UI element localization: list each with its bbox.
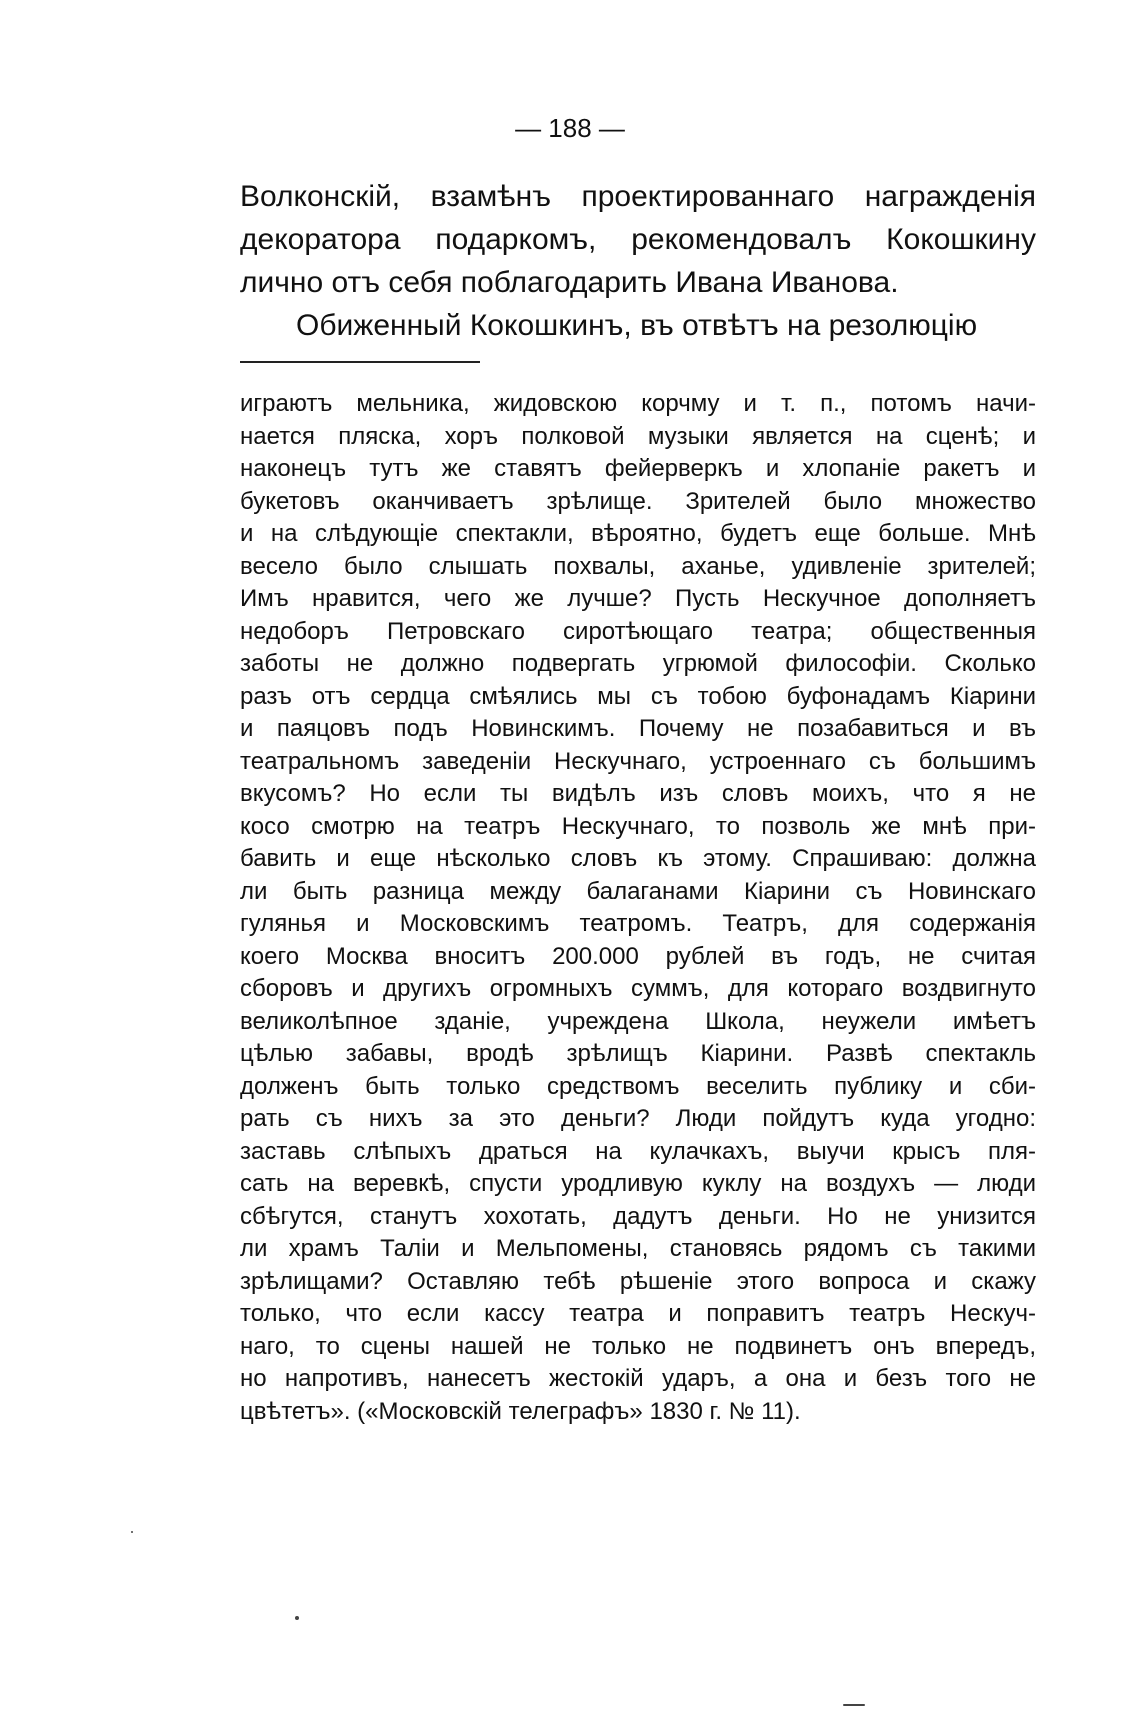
footnote-line: разъ отъ сердца смѣялись мы съ тобою буфонадамъ Кіарини — [240, 682, 1036, 710]
footnote-line: бавить и еще нѣсколько словъ къ этому. Спрашиваю: должна — [240, 845, 1036, 872]
main-text-block — [240, 175, 1036, 347]
footnote-line: играютъ мельника, жидовскою корчму и т. п., потомъ начи- — [240, 390, 1036, 417]
footnote-line: и на слѣдующіе спектакли, вѣроятно, будетъ еще больше. Мнѣ — [240, 520, 1036, 547]
footnote-line: цѣлью забавы, вродѣ зрѣлищъ Кіарини. Развѣ спектакль — [240, 1040, 1036, 1067]
main-text-line: Волконскій, взамѣнъ проектированнаго награжденія — [240, 180, 1036, 213]
main-text-line-paragraph-start: Обиженный Кокошкинъ, въ отвѣтъ на резолюцію — [296, 309, 978, 342]
footnote-line: ли храмъ Таліи и Мельпомены, становясь рядомъ съ такими — [240, 1235, 1036, 1262]
paper-speck — [843, 1704, 865, 1706]
footnote-block — [240, 388, 1036, 1428]
footnote-line: заботы не должно подвергать угрюмой философіи. Сколько — [240, 650, 1036, 677]
footnote-line: нается пляска, хоръ полковой музыки является на сценѣ; и — [240, 422, 1036, 450]
footnote-line: долженъ быть только средствомъ веселить публику и сби- — [240, 1072, 1036, 1100]
main-text-line: декоратора подаркомъ, рекомендовалъ Кокошкину — [240, 223, 1036, 256]
footnote-line: рать съ нихъ за это деньги? Люди пойдутъ куда угодно: — [240, 1105, 1036, 1132]
footnote-line: сбѣгутся, станутъ хохотать, дадутъ деньги. Но не унизится — [240, 1202, 1036, 1230]
footnote-line: вкусомъ? Но если ты видѣлъ изъ словъ моихъ, что я не — [240, 780, 1036, 807]
footnote-line: но напротивъ, нанесетъ жестокій ударъ, а она и безъ того не — [240, 1365, 1036, 1392]
footnote-line: сборовъ и другихъ огромныхъ суммъ, для котораго воздвигнуто — [240, 975, 1036, 1002]
footnote-line: зрѣлищами? Оставляю тебѣ рѣшеніе этого вопроса и скажу — [240, 1267, 1036, 1295]
footnote-line: Имъ нравится, чего же лучше? Пусть Нескучное дополняетъ — [240, 585, 1036, 612]
main-text-line: лично отъ себя поблагодарить Ивана Иванова. — [240, 266, 899, 299]
paper-speck — [295, 1616, 299, 1620]
footnote-line: заставь слѣпыхъ драться на кулачкахъ, выучи крысъ пля- — [240, 1137, 1036, 1165]
footnote-line: ли быть разница между балаганами Кіарини съ Новинскаго — [240, 877, 1036, 905]
footnote-line: сать на веревкѣ, спусти уродливую куклу на воздухъ — люди — [240, 1170, 1036, 1197]
footnote-line: гулянья и Московскимъ театромъ. Театръ, для содержанія — [240, 910, 1036, 937]
footnote-line: великолѣпное зданіе, учреждена Школа, неужели имѣетъ — [240, 1007, 1036, 1035]
footnote-line: весело было слышать похвалы, аханье, удивленіе зрителей; — [240, 552, 1036, 580]
page-number: — 188 — — [515, 113, 625, 143]
footnote-line: косо смотрю на театръ Нескучнаго, то позволь же мнѣ при- — [240, 812, 1036, 840]
footnote-line: только, что если кассу театра и поправитъ театръ Нескуч- — [240, 1300, 1036, 1327]
footnote-line: недоборъ Петровскаго сиротѣющаго театра; общественныя — [240, 617, 1036, 645]
footnote-line: и паяцовъ подъ Новинскимъ. Почему не позабавиться и въ — [240, 715, 1036, 742]
footnote-line-final: цвѣтетъ». («Московскій телеграфъ» 1830 г. № 11). — [240, 1397, 801, 1425]
footnote-separator-rule — [240, 361, 480, 363]
footnote-line: наконецъ тутъ же ставятъ фейерверкъ и хлопаніе ракетъ и — [240, 455, 1036, 482]
footnote-line: коего Москва вноситъ 200.000 рублей въ годъ, не считая — [240, 942, 1036, 970]
footnote-line: театральномъ заведеніи Нескучнаго, устроеннаго съ большимъ — [240, 747, 1036, 775]
paper-speck — [131, 1531, 133, 1533]
footnote-line: наго, то сцены нашей не только не подвинетъ онъ впередъ, — [240, 1332, 1036, 1360]
footnote-line: букетовъ оканчиваетъ зрѣлище. Зрителей было множество — [240, 487, 1036, 515]
